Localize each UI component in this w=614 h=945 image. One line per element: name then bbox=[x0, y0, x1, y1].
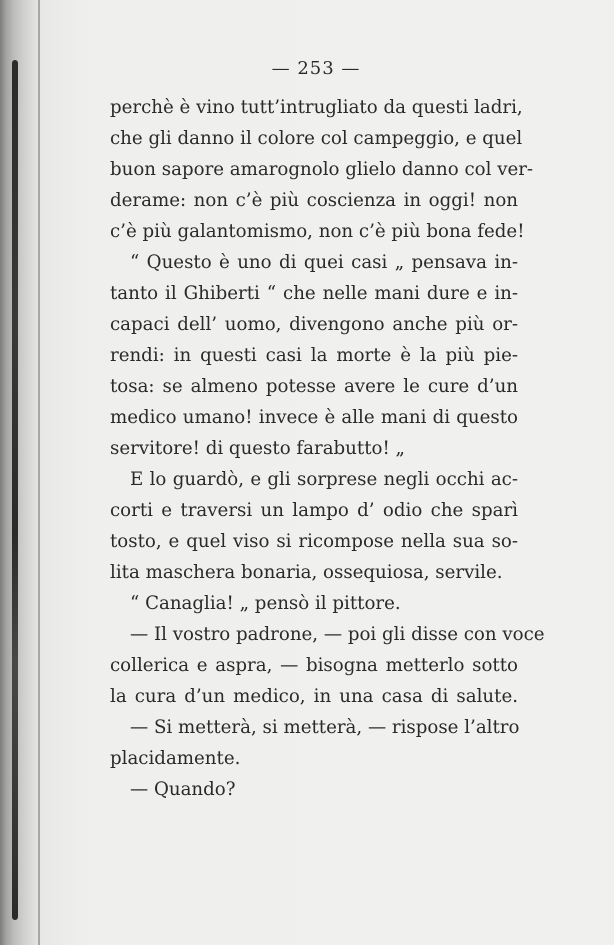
text-line: “ Questo è uno di quei casi „ pensava in- bbox=[130, 252, 518, 273]
text-line: medico umano! invece è alle mani di questo bbox=[110, 407, 518, 428]
text-line: rendi: in questi casi la morte è la più pie- bbox=[110, 345, 518, 366]
text-line: tanto il Ghiberti “ che nelle mani dure e in- bbox=[110, 283, 518, 304]
text-line: collerica e aspra, — bisogna metterlo sotto bbox=[110, 655, 518, 676]
text-line: servitore! di questo farabutto! „ bbox=[110, 438, 405, 459]
binding-shadow bbox=[12, 60, 18, 920]
page-binding-edge bbox=[0, 0, 40, 945]
binding-fold bbox=[38, 0, 40, 945]
text-line: — Si metterà, si metterà, — rispose l’altro bbox=[130, 717, 520, 738]
body-text bbox=[110, 92, 545, 805]
page-number: — 253 — bbox=[271, 58, 361, 79]
text-line: che gli danno il colore col campeggio, e quel bbox=[110, 128, 523, 149]
text-line: tosto, e quel viso si ricompose nella sua so- bbox=[110, 531, 518, 552]
text-line: — Quando? bbox=[130, 779, 236, 800]
text-line: E lo guardò, e gli sorprese negli occhi ac- bbox=[130, 469, 518, 490]
text-line: buon sapore amarognolo glielo danno col ver- bbox=[110, 159, 534, 180]
text-line: la cura d’un medico, in una casa di salute. bbox=[110, 686, 518, 707]
text-line: c’è più galantomismo, non c’è più bona fede! bbox=[110, 221, 525, 242]
text-line: perchè è vino tutt’intrugliato da questi ladri, bbox=[110, 97, 523, 118]
text-line: lita maschera bonaria, ossequiosa, servile. bbox=[110, 562, 503, 583]
text-line: corti e traversi un lampo d’ odio che sparì bbox=[110, 500, 518, 521]
text-line: tosa: se almeno potesse avere le cure d’un bbox=[110, 376, 518, 397]
text-line: placidamente. bbox=[110, 748, 241, 769]
text-line: capaci dell’ uomo, divengono anche più or- bbox=[110, 314, 518, 335]
text-line: “ Canaglia! „ pensò il pittore. bbox=[130, 593, 401, 614]
text-line: derame: non c’è più coscienza in oggi! non bbox=[110, 190, 518, 211]
text-line: — Il vostro padrone, — poi gli disse con voce bbox=[130, 624, 545, 645]
